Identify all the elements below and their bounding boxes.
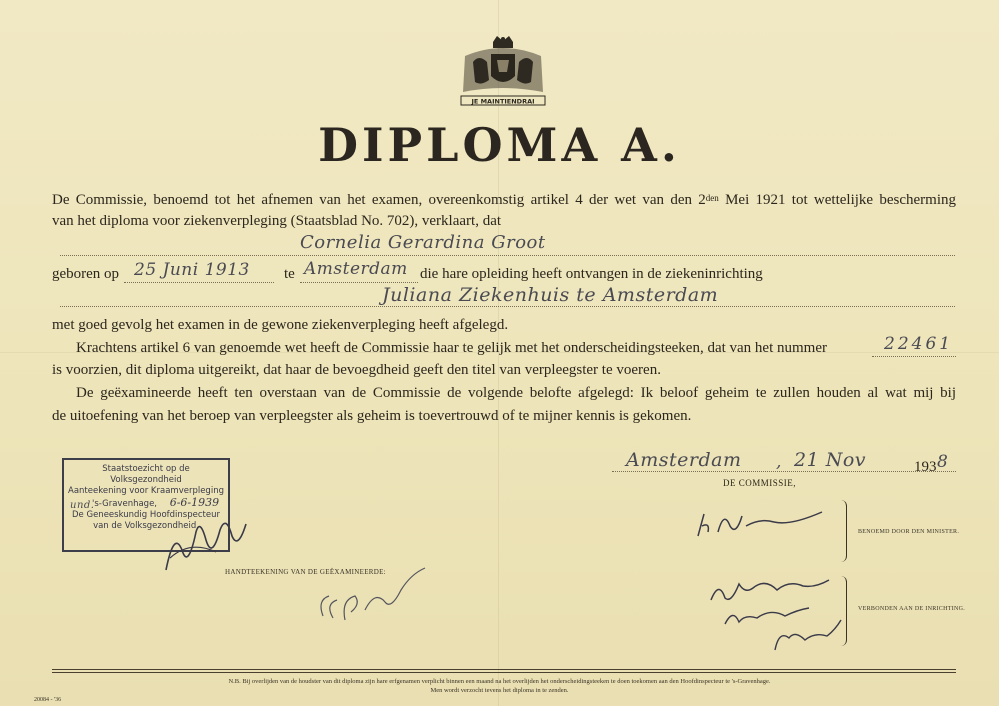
stamp-handwritten-note: und.	[70, 500, 95, 511]
stamp-date: 6-6-1939	[169, 496, 220, 509]
paragraph1-line1-text: De Commissie, benoemd tot het afnemen van het examen, overeenkomstig artikel 4 der wet van den 2	[52, 192, 706, 208]
paragraph2-line2: is voorzien, dit diploma uitgereikt, dat haar de bevoegdheid geeft den titel van verpleegster te voeren.	[52, 362, 661, 378]
footnote-line2: Men wordt verzocht tevens het diploma in te zenden.	[430, 687, 569, 694]
print-code: 20084 - '36	[34, 697, 62, 703]
paragraph2-line1: Krachtens artikel 6 van genoemde wet heeft de Commissie haar te gelijk met het onderscheidingsteeken, dat van het nummer	[76, 340, 827, 356]
stamp-line5: De Geneeskundig Hoofdinspecteur	[72, 510, 220, 520]
birth-date-dotted-line	[124, 281, 274, 283]
paragraph1-line2: van het diploma voor ziekenverpleging (Staatsblad No. 702), verklaart, dat	[52, 213, 502, 229]
birth-date: 25 Juni 1913	[134, 260, 250, 280]
commission-label: DE COMMISSIE,	[723, 478, 797, 488]
bracket-connected	[840, 576, 847, 646]
footer-rule-top	[52, 669, 956, 670]
candidate-signature	[315, 560, 440, 630]
inspector-signature	[160, 510, 250, 576]
appointed-label: BENOEMD DOOR DEN MINISTER.	[858, 529, 960, 535]
bracket-appointed	[840, 500, 847, 562]
paragraph1-superscript: den	[705, 193, 719, 203]
institution: Juliana Ziekenhuis te Amsterdam	[382, 284, 719, 306]
stamp-line6: van de Volksgezondheid,	[93, 521, 199, 531]
paragraph1-line1	[52, 191, 956, 209]
document-title: DIPLOMA A.	[318, 118, 681, 172]
candidate-name: Cornelia Gerardina Groot	[300, 232, 546, 253]
footer-rule-bottom	[52, 672, 956, 673]
stamp-line2: Volksgezondheid	[110, 475, 182, 485]
training-text: die hare opleiding heeft ontvangen in de ziekeninrichting	[420, 266, 763, 282]
name-dotted-line	[60, 254, 955, 256]
commission-signature-2	[705, 560, 845, 658]
date-place: Amsterdam	[626, 449, 742, 471]
paragraph3-line2: de uitoefening van het beroep van verpleegster als geheim is toevertrouwd of te mijner kennis is gekomen.	[52, 408, 692, 424]
born-label: geboren op	[52, 266, 120, 282]
paragraph1-line1-end: Mei 1921 tot wettelijke bescherming	[718, 192, 957, 208]
badge-number-dotted-line	[872, 355, 956, 357]
date-year-handwritten: 8	[937, 452, 949, 472]
signature-label: HANDTEEKENING VAN DE GEËXAMINEERDE:	[225, 568, 386, 576]
birth-place-dotted-line	[300, 281, 418, 283]
paragraph3-line1: De geëxamineerde heeft ten overstaan van de Commissie de volgende belofte afgelegd: Ik beloof geheim te zullen houden al wat mij bij	[76, 385, 956, 401]
exam-text: met goed gevolg het examen in de gewone ziekenverpleging heeft afgelegd.	[52, 317, 509, 333]
date-day-month: 21 Nov	[794, 449, 867, 471]
commission-signature-1	[690, 496, 830, 544]
signing-comma: ,	[776, 452, 782, 472]
badge-number: 22461	[884, 334, 954, 354]
birth-place: Amsterdam	[304, 259, 408, 279]
connected-label: VERBONDEN AAN DE INRICHTING.	[858, 606, 966, 612]
place-label: te	[284, 266, 295, 282]
stamp-line4: 's-Gravenhage,	[92, 499, 158, 509]
footnote-line1: N.B. Bij overlijden van de houdster van dit diploma zijn hare erfgenamen verplicht binnen een maand na het overlijden het onderscheidingsteeken te doen toekomen aan den Hoofdinspecteur te 's-Gravenhage.	[228, 678, 771, 685]
stamp-line1: Staatstoezicht op de	[102, 464, 190, 474]
date-year-printed: 193	[914, 459, 937, 475]
stamp-line3: Aanteekening voor Kraamverpleging	[68, 486, 224, 496]
royal-coat-of-arms-icon	[455, 36, 551, 110]
crest-motto: JE MAINTIENDRAI	[471, 97, 535, 106]
